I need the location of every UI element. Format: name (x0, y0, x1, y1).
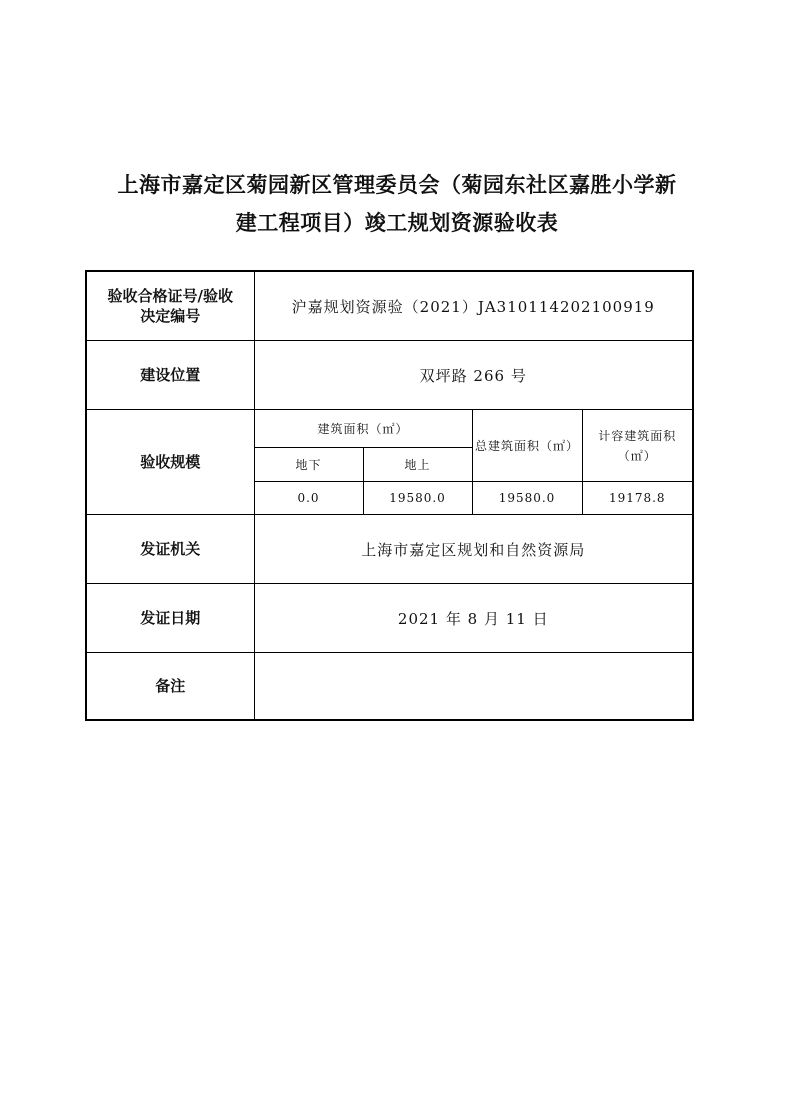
plot-ratio-area-value: 19178.8 (582, 482, 693, 515)
issuer-label: 发证机关 (86, 515, 254, 584)
row-location (86, 341, 693, 410)
document-title (60, 166, 734, 242)
row-scale-header (86, 410, 693, 448)
issue-date-label: 发证日期 (86, 584, 254, 653)
remarks-value (254, 653, 693, 721)
certificate-label: 验收合格证号/验收决定编号 (86, 271, 254, 341)
title-line-1: 上海市嘉定区菊园新区管理委员会（菊园东社区嘉胜小学新 (117, 172, 677, 197)
aboveground-header: 地上 (363, 448, 472, 482)
location-label: 建设位置 (86, 341, 254, 410)
row-remarks (86, 653, 693, 721)
aboveground-value: 19580.0 (363, 482, 472, 515)
row-certificate (86, 271, 693, 341)
issue-date-value: 2021 年 8 月 11 日 (254, 584, 693, 653)
underground-value: 0.0 (254, 482, 363, 515)
building-area-header: 建筑面积（㎡） (254, 410, 472, 448)
issuer-value: 上海市嘉定区规划和自然资源局 (254, 515, 693, 584)
remarks-label: 备注 (86, 653, 254, 721)
certificate-value: 沪嘉规划资源验（2021）JA310114202100919 (254, 271, 693, 341)
scale-label: 验收规模 (86, 410, 254, 515)
acceptance-table (85, 270, 694, 721)
title-line-2: 建工程项目）竣工规划资源验收表 (235, 210, 559, 235)
plot-ratio-area-header: 计容建筑面积（㎡） (582, 410, 693, 482)
total-area-value: 19580.0 (472, 482, 582, 515)
underground-header: 地下 (254, 448, 363, 482)
location-value: 双坪路 266 号 (254, 341, 693, 410)
total-area-header: 总建筑面积（㎡） (472, 410, 582, 482)
row-issuer (86, 515, 693, 584)
row-issue-date (86, 584, 693, 653)
